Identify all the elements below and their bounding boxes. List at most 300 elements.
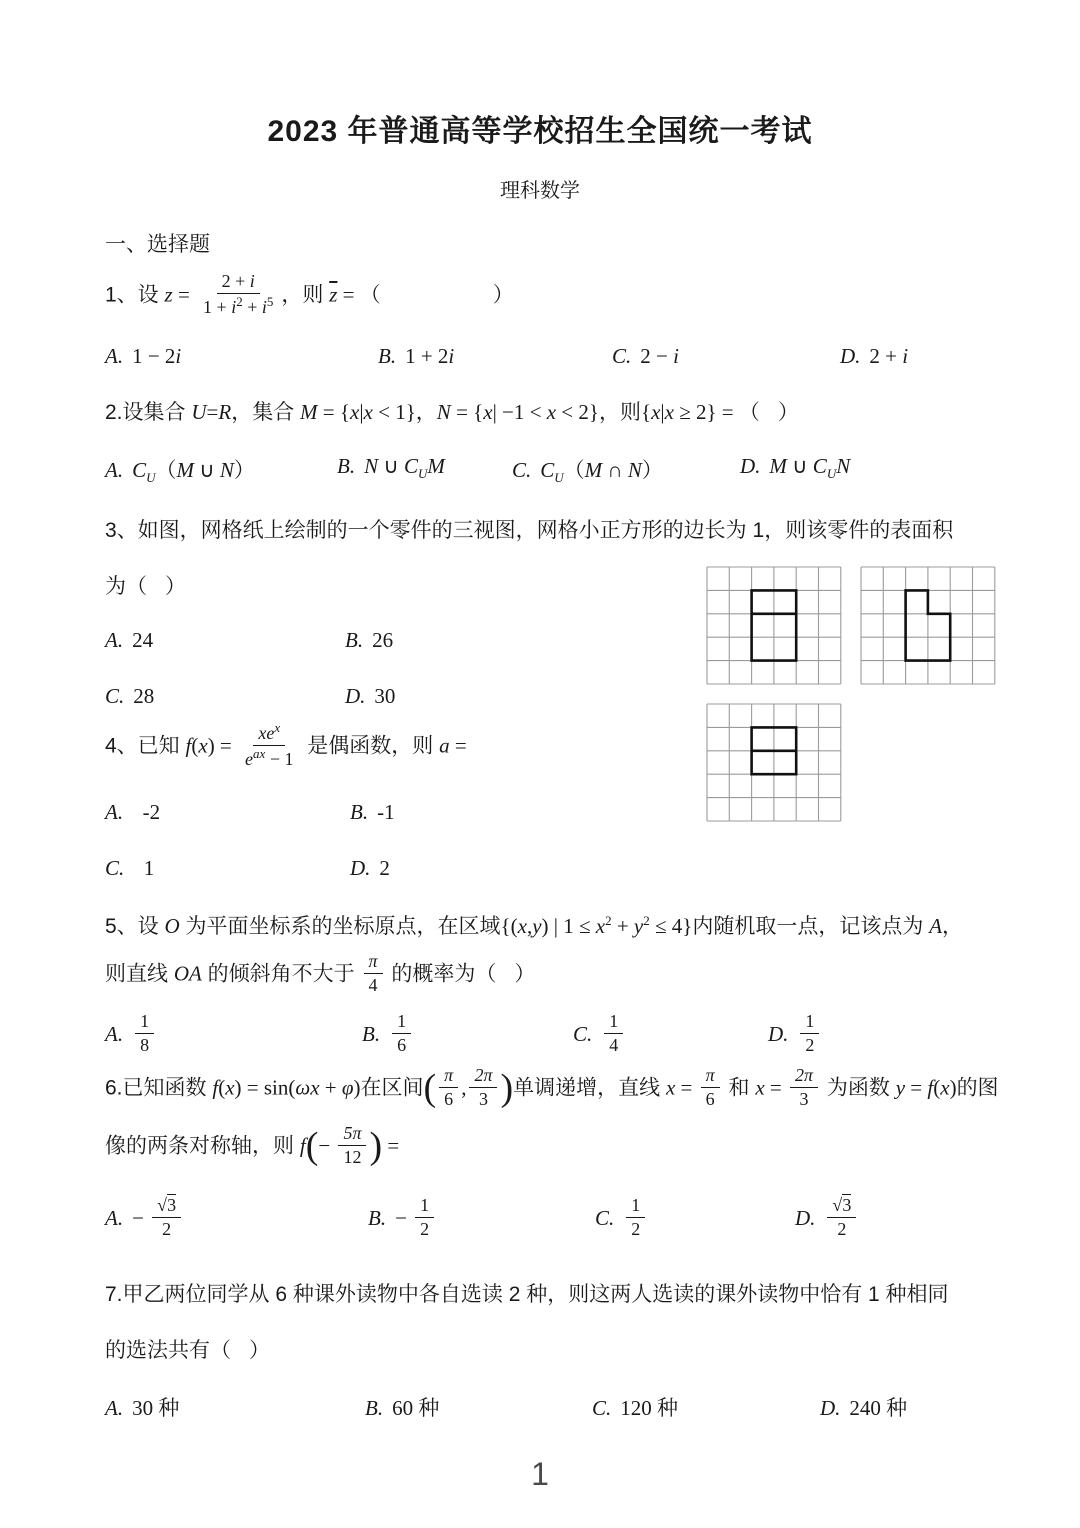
fraction: [626, 1194, 645, 1242]
option-b: [365, 1392, 592, 1422]
text-segment: +: [319, 1075, 342, 1100]
text-segment: 2: [643, 913, 650, 928]
fraction: [415, 1194, 434, 1242]
option-c: [105, 684, 345, 709]
text-segment: 为（: [105, 575, 147, 598]
text-segment: 5、设: [105, 915, 165, 938]
text-segment: x: [225, 1075, 235, 1100]
option-b: [368, 1196, 595, 1244]
text-segment: ，: [942, 915, 964, 938]
text-segment: x: [274, 720, 281, 735]
question-6-text-line-1: [105, 1066, 999, 1114]
text-segment: C: [132, 458, 147, 482]
text-segment: N: [627, 458, 642, 482]
option-label: B.: [362, 1021, 381, 1046]
option-value: [797, 1011, 822, 1056]
option-b: [378, 344, 612, 369]
text-segment: √: [157, 1195, 168, 1215]
text-segment: 的概率为（: [385, 962, 497, 986]
text-segment: ): [353, 1075, 361, 1100]
option-label: B.: [350, 800, 369, 824]
fraction-numerator: [338, 1122, 366, 1146]
question-4-options-row-1: [105, 800, 585, 825]
text-segment: 的图: [956, 1076, 999, 1100]
fraction-denominator: [701, 1088, 720, 1111]
text-segment: N: [436, 400, 451, 424]
question-3-text-line-1: [105, 516, 953, 545]
fraction-numerator: [701, 1064, 720, 1088]
text-segment: 1: [609, 1011, 619, 1031]
text-segment: 1: [631, 1195, 641, 1215]
text-segment: 3: [167, 1195, 177, 1215]
fraction-denominator: [626, 1218, 645, 1241]
option-a: [105, 344, 378, 369]
option-label: D.: [768, 1021, 789, 1046]
text-segment: ∪: [378, 454, 404, 478]
option-b: [345, 628, 585, 653]
option-value: [132, 628, 153, 652]
option-a: [105, 628, 345, 653]
option-d: [840, 344, 1005, 369]
text-segment: 12: [343, 1147, 362, 1168]
text-segment: M: [300, 400, 318, 424]
fraction: [439, 1064, 458, 1112]
text-segment: −: [395, 1205, 413, 1230]
text-segment: C: [540, 458, 555, 482]
fraction: [800, 1010, 819, 1058]
option-value: [623, 1195, 648, 1240]
question-2-text: [105, 398, 799, 427]
text-segment: ax: [253, 746, 266, 762]
text-segment: ): [369, 1124, 383, 1167]
text-segment: U: [146, 470, 156, 486]
text-segment: （: [563, 459, 585, 482]
option-value: [379, 856, 390, 880]
option-label: D.: [840, 344, 861, 368]
option-label: B.: [368, 1205, 387, 1230]
text-segment: 1 − 2: [132, 344, 176, 368]
text-segment: 6: [444, 1089, 454, 1110]
option-b: [350, 800, 585, 825]
text-segment: C: [403, 454, 418, 478]
fraction-numerator: [604, 1010, 623, 1034]
option-label: A.: [105, 458, 124, 482]
text-segment: 1: [805, 1011, 815, 1031]
option-value: [132, 344, 181, 368]
text-segment: 2.设集合: [105, 401, 192, 424]
option-c: [612, 344, 840, 369]
fraction-numerator: [626, 1194, 645, 1218]
text-segment: 7.甲乙两位同学从 6 种课外读物中各自选读 2 种，则这两人选读的课外读物中恰有 1 种相同: [105, 1283, 949, 1306]
question-3-text-line-2: [105, 572, 186, 601]
text-segment: 30: [374, 684, 396, 708]
fraction: [469, 1064, 497, 1112]
text-segment: =: [675, 1075, 698, 1100]
text-segment: =: [905, 1075, 928, 1100]
text-segment: -1: [377, 800, 395, 824]
option-d: [820, 1392, 1005, 1422]
text-segment: i: [673, 344, 679, 368]
fraction: [364, 950, 383, 998]
text-segment: i: [175, 344, 182, 368]
option-label: D.: [820, 1396, 841, 1420]
question-3-options-row-2: [105, 684, 585, 709]
text-segment: ）: [777, 401, 799, 424]
page-subtitle: 理科数学: [500, 180, 580, 202]
text-segment: 种: [886, 1397, 908, 1420]
text-segment: 为平面坐标系的坐标原点，在区域: [179, 915, 501, 938]
option-value: [372, 628, 393, 652]
text-segment: ）: [492, 283, 514, 307]
option-label: D.: [350, 856, 371, 880]
text-segment: π: [444, 1065, 454, 1085]
fraction-denominator: [415, 1218, 434, 1241]
text-segment: 4: [609, 1035, 619, 1056]
text-segment: x: [483, 400, 493, 424]
section-heading: 一、选择题: [105, 233, 210, 256]
text-segment: 种: [657, 1397, 679, 1420]
option-value: [769, 454, 851, 482]
option-c: [105, 856, 350, 881]
figure-top-view: [705, 702, 843, 823]
question-6-options: [105, 1196, 1005, 1244]
text-segment: （: [359, 283, 381, 307]
text-segment: 3: [478, 1089, 488, 1110]
fraction-numerator: [469, 1064, 497, 1088]
text-segment: 内随机取一点，记该点为: [692, 915, 930, 938]
text-segment: 5π: [343, 1123, 362, 1143]
option-value: [374, 684, 395, 708]
text-segment: (: [423, 1066, 437, 1109]
option-label: C.: [595, 1205, 615, 1230]
text-segment: M: [427, 454, 445, 478]
text-segment: x: [546, 400, 557, 424]
fraction-numerator: [364, 950, 383, 974]
text-segment: R: [218, 400, 232, 424]
text-segment: 28: [133, 684, 155, 708]
text-segment: x: [940, 1075, 950, 1100]
text-segment: < 1}: [372, 400, 416, 424]
text-segment: U: [417, 466, 428, 482]
text-segment: i: [231, 297, 237, 318]
option-value: [389, 1011, 414, 1056]
fraction-denominator: [474, 1088, 493, 1111]
text-segment: φ: [341, 1075, 354, 1100]
question-5-text-line-1: [105, 912, 963, 941]
question-1-options: [105, 344, 1005, 369]
option-value: [640, 344, 679, 368]
text-segment: −: [318, 1133, 336, 1158]
text-segment: ): [949, 1075, 957, 1100]
text-segment: +: [611, 914, 634, 938]
fraction-numerator: [135, 1010, 154, 1034]
text-segment: 则直线: [105, 962, 174, 986]
option-value: [132, 1011, 157, 1056]
text-segment: C: [812, 454, 827, 478]
option-label: B.: [337, 454, 356, 478]
fraction: [392, 1010, 411, 1058]
text-segment: U: [554, 470, 564, 486]
option-value: [620, 1396, 678, 1420]
question-3-options-row-1: [105, 628, 585, 653]
text-segment: ）: [233, 459, 255, 482]
fraction-denominator: [800, 1034, 819, 1057]
text-segment: −: [132, 1205, 150, 1230]
text-segment: U: [191, 400, 207, 424]
fraction-denominator: [338, 1146, 366, 1169]
text-segment: x: [595, 914, 606, 938]
side-view-grid: [859, 565, 997, 686]
text-segment: 240: [849, 1396, 887, 1420]
question-7-options: [105, 1392, 1005, 1422]
text-segment: f: [927, 1075, 934, 1100]
option-d: [345, 684, 585, 709]
option-d: [350, 856, 585, 881]
fraction: [604, 1010, 623, 1058]
question-7-text-line-2: [105, 1336, 270, 1365]
text-segment: 2: [805, 1035, 815, 1056]
text-segment: ）: [249, 1339, 270, 1362]
text-segment: ∩: [602, 458, 628, 482]
text-segment: 2 +: [869, 344, 903, 368]
option-c: [595, 1196, 795, 1244]
option-value: [364, 454, 445, 482]
text-segment: ）: [165, 575, 186, 598]
option-value: [405, 344, 454, 368]
text-segment: O: [164, 914, 180, 938]
fraction-denominator: [832, 1218, 851, 1241]
option-value: [132, 458, 255, 486]
text-segment: =: [206, 400, 219, 424]
option-value: [869, 344, 908, 368]
text-segment: = {: [450, 400, 484, 424]
option-b: [337, 454, 512, 486]
text-segment: 1: [140, 1011, 150, 1031]
text-segment: 2 −: [640, 344, 674, 368]
text-segment: x: [349, 400, 360, 424]
text-segment: 2π: [474, 1065, 493, 1085]
option-c: [573, 1012, 768, 1060]
text-segment: {(: [500, 914, 518, 938]
text-segment: 2: [420, 1219, 430, 1240]
option-label: A.: [105, 628, 124, 652]
text-segment: π: [705, 1065, 715, 1085]
fraction-denominator: [157, 1218, 176, 1241]
text-segment: ) | 1 ≤: [541, 914, 596, 938]
text-segment: z: [164, 282, 173, 307]
fraction-denominator: [795, 1088, 814, 1111]
option-label: A.: [105, 344, 124, 368]
text-segment: U: [826, 466, 837, 482]
fraction-denominator: [604, 1034, 623, 1057]
fraction-denominator: [439, 1088, 458, 1111]
option-value: [601, 1011, 626, 1056]
text-segment: 2: [236, 294, 243, 310]
question-7-text-line-1: [105, 1280, 949, 1309]
top-view-grid: [705, 702, 843, 823]
text-segment: ≥ 2} =: [673, 400, 739, 424]
text-segment: 8: [140, 1035, 150, 1056]
text-segment: f: [212, 1075, 219, 1100]
text-segment: 的倾斜角不大于: [201, 962, 361, 986]
text-segment: x: [755, 1075, 765, 1100]
text-segment: 1 +: [203, 297, 232, 318]
option-a: [105, 1012, 362, 1060]
fraction: [338, 1122, 366, 1170]
text-segment: 2 +: [221, 271, 250, 291]
option-a: [105, 1392, 365, 1422]
question-5-options: [105, 1012, 1005, 1060]
option-value: [824, 1195, 859, 1240]
fraction: [701, 1064, 720, 1112]
text-segment: ∪: [786, 454, 813, 478]
option-label: B.: [378, 344, 397, 368]
text-segment: ，则: [598, 401, 641, 424]
option-a: [105, 454, 337, 486]
text-segment: |: [359, 400, 364, 424]
text-segment: （: [738, 401, 760, 424]
fraction-numerator: [152, 1194, 181, 1218]
text-segment: √: [832, 1195, 843, 1215]
option-label: D.: [795, 1205, 816, 1230]
text-segment: 6: [705, 1089, 715, 1110]
text-segment: i: [902, 344, 909, 368]
text-segment: 4: [368, 975, 378, 996]
fraction-numerator: [415, 1194, 434, 1218]
text-segment: 120: [620, 1396, 658, 1420]
figure-side-view: [859, 565, 997, 686]
text-segment: 3、如图，网格纸上绘制的一个零件的三视图，网格小正方形的边长为 1，则该零件的表面积: [105, 519, 954, 542]
option-label: C.: [105, 856, 125, 880]
option-d: [795, 1196, 1005, 1244]
text-segment: $\overline{z}$: [329, 282, 338, 307]
option-value: [392, 1396, 439, 1420]
text-segment: 5: [266, 294, 274, 310]
page-title: 2023 年普通高等学校招生全国统一考试: [267, 115, 813, 148]
option-label: B.: [345, 628, 364, 652]
text-segment: A: [929, 914, 943, 938]
text-segment: =: [382, 1133, 400, 1158]
text-segment: 2: [379, 856, 390, 880]
text-segment: i: [448, 344, 455, 368]
question-6-text-line-2: [105, 1124, 399, 1172]
text-segment: 24: [132, 628, 154, 652]
option-label: B.: [365, 1396, 384, 1420]
text-segment: 6: [397, 1035, 407, 1056]
text-segment: ）: [641, 459, 663, 482]
text-segment: (: [218, 1075, 226, 1100]
text-segment: 6.已知函数: [105, 1076, 213, 1100]
text-segment: i: [249, 271, 255, 291]
option-a: [105, 800, 350, 825]
option-value: [133, 684, 154, 708]
text-segment: 在区间: [360, 1076, 424, 1100]
text-segment: 和: [722, 1076, 756, 1100]
fraction-numerator: [790, 1064, 818, 1088]
text-segment: M: [176, 458, 194, 482]
fraction-numerator: [217, 270, 260, 294]
front-view-grid: [705, 565, 843, 686]
text-segment: 1: [420, 1195, 430, 1215]
text-segment: 2: [162, 1219, 172, 1240]
text-segment: (: [933, 1075, 941, 1100]
question-4-text: [105, 722, 467, 774]
question-5-text-line-2: [105, 952, 535, 1000]
text-segment: < 2}: [556, 400, 599, 424]
text-segment: N: [364, 454, 379, 478]
text-segment: +: [242, 297, 262, 318]
option-c: [592, 1392, 820, 1422]
text-segment: ）: [514, 962, 536, 986]
text-segment: x: [664, 400, 674, 424]
text-segment: 60: [392, 1396, 419, 1420]
fraction-denominator: [240, 746, 298, 771]
text-segment: i: [261, 297, 267, 318]
text-segment: 1: [133, 856, 155, 880]
text-segment: ，: [415, 401, 437, 424]
text-segment: 2: [605, 913, 612, 928]
text-segment: M: [584, 458, 603, 482]
fraction: [827, 1194, 856, 1242]
text-segment: f: [299, 1133, 306, 1158]
text-segment: ) =: [207, 733, 238, 758]
text-segment: a: [439, 733, 450, 758]
text-segment: 3: [799, 1089, 809, 1110]
page-number: 1: [531, 1456, 549, 1492]
text-segment: ) = sin(: [234, 1075, 296, 1100]
text-segment: (: [305, 1124, 319, 1167]
fraction-denominator: [392, 1034, 411, 1057]
text-segment: ωx: [295, 1075, 320, 1100]
option-label: D.: [345, 684, 366, 708]
option-label: C.: [105, 684, 125, 708]
text-segment: ∪: [193, 458, 220, 482]
text-segment: ，集合: [231, 401, 301, 424]
option-value: [132, 1396, 179, 1420]
fraction-denominator: [364, 974, 383, 997]
text-segment: M: [769, 454, 787, 478]
option-label: C.: [592, 1396, 612, 1420]
text-segment: 4、已知: [105, 734, 186, 758]
fraction-denominator: [198, 294, 278, 319]
text-segment: e: [245, 749, 254, 770]
text-segment: =: [337, 282, 360, 307]
option-value: [377, 800, 395, 824]
text-segment: | −1 <: [492, 400, 547, 424]
option-d: [768, 1012, 1005, 1060]
text-segment: π: [368, 951, 378, 971]
text-segment: =: [764, 1075, 788, 1100]
question-2-options: [105, 454, 1005, 486]
text-segment: 单调递增，直线: [513, 1076, 666, 1100]
text-segment: 是偶函数，则: [301, 734, 440, 758]
option-label: A.: [105, 1021, 124, 1046]
option-label: D.: [740, 454, 761, 478]
text-segment: N: [219, 458, 234, 482]
text-segment: 像的两条对称轴，则: [105, 1134, 300, 1158]
text-segment: 3: [842, 1195, 852, 1215]
option-value: [849, 1396, 907, 1420]
option-label: A.: [105, 800, 124, 824]
question-4-options-row-2: [105, 856, 585, 881]
option-b: [362, 1012, 573, 1060]
option-value: [132, 800, 160, 824]
text-segment: x: [198, 733, 208, 758]
text-segment: （: [155, 459, 177, 482]
text-segment: y: [895, 1075, 906, 1100]
option-label: C.: [612, 344, 632, 368]
text-segment: ，则: [281, 283, 330, 307]
